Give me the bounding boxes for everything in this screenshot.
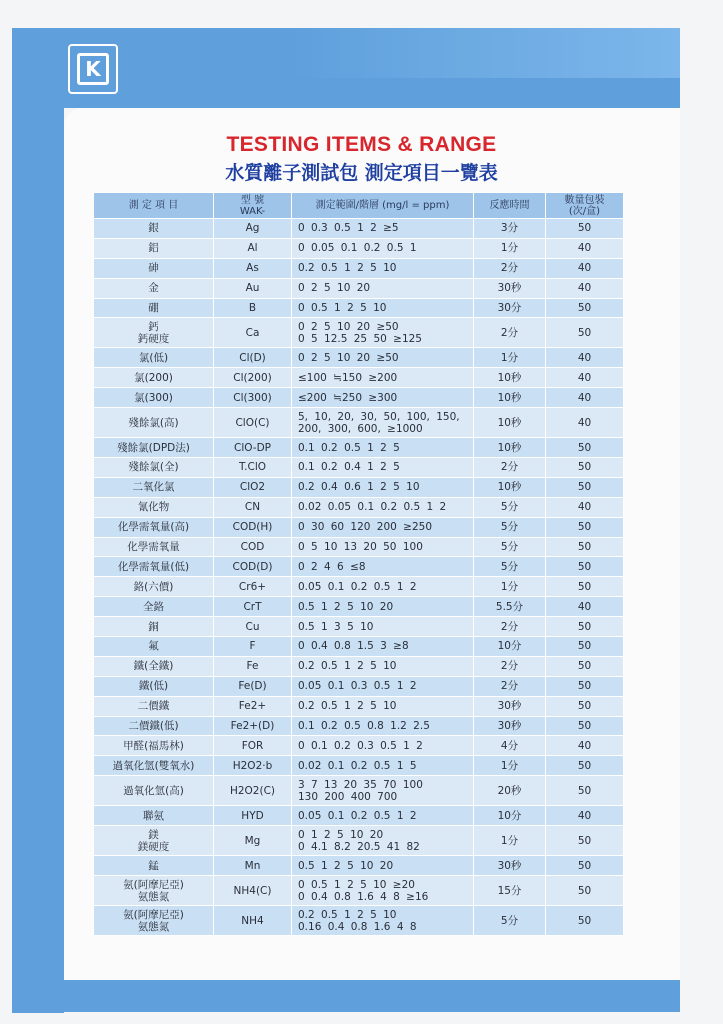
column-header-item: 測 定 項 目 [94,193,214,219]
table-row [94,806,624,826]
cell-item: 砷 [94,258,214,278]
cell-code: Al [214,238,292,258]
cell-item: 銀 [94,219,214,239]
column-header-code-line2: WAK- [239,205,266,217]
cell-time: 2分 [474,318,546,348]
cell-item: 殘餘氯(高) [94,408,214,438]
cell-qty: 50 [546,318,624,348]
cell-range: 0.05 0.1 0.2 0.5 1 2 [292,806,474,826]
table-row [94,458,624,478]
cell-time: 5分 [474,497,546,517]
cell-range: 0 5 10 13 20 50 100 [292,537,474,557]
cell-item: 氯(200) [94,368,214,388]
cell-range: ≤100 ≒150 ≥200 [292,368,474,388]
cell-range: 0.2 0.5 1 2 5 10 [292,696,474,716]
cell-time: 2分 [474,676,546,696]
cell-item: 氯(300) [94,388,214,408]
cell-time: 10秒 [474,408,546,438]
cell-range: 0 2 5 10 20 [292,278,474,298]
cell-code: Fe(D) [214,676,292,696]
cell-code: Ca [214,318,292,348]
cell-range: ≤200 ≒250 ≥300 [292,388,474,408]
cell-item: 氨(阿摩尼亞) 氨態氮 [94,906,214,936]
table-row [94,656,624,676]
cell-range: 0 0.4 0.8 1.5 3 ≥8 [292,637,474,657]
cell-qty: 40 [546,348,624,368]
cell-qty: 50 [546,577,624,597]
cell-code: Cl(300) [214,388,292,408]
table-row [94,736,624,756]
cell-qty: 50 [546,617,624,637]
cell-code: Cl(200) [214,368,292,388]
cell-time: 10秒 [474,388,546,408]
cell-range: 0.5 1 2 5 10 20 [292,856,474,876]
cell-code: H2O2·b [214,756,292,776]
cell-time: 1分 [474,238,546,258]
table-row [94,438,624,458]
cell-code: CN [214,497,292,517]
cell-time: 1分 [474,348,546,368]
cell-code: Fe2+ [214,696,292,716]
cell-item: 鐵(全鐵) [94,656,214,676]
table-row [94,776,624,806]
cell-time: 30秒 [474,696,546,716]
table-row [94,318,624,348]
cell-item: 氯(低) [94,348,214,368]
cell-time: 15分 [474,876,546,906]
cell-code: Ag [214,219,292,239]
table-row [94,477,624,497]
cell-time: 2分 [474,656,546,676]
cell-range: 0.1 0.2 0.5 0.8 1.2 2.5 [292,716,474,736]
cell-range: 0.1 0.2 0.5 1 2 5 [292,438,474,458]
cell-range: 0 0.5 1 2 5 10 [292,298,474,318]
table-row [94,696,624,716]
cell-qty: 50 [546,676,624,696]
cell-item: 二價鐵 [94,696,214,716]
cell-qty: 50 [546,298,624,318]
table-row [94,408,624,438]
table-row [94,517,624,537]
cell-item: 二氧化氯 [94,477,214,497]
cell-item: 硼 [94,298,214,318]
cell-item: 鋁 [94,238,214,258]
cell-range: 0 2 5 10 20 ≥50 [292,348,474,368]
logo-letter: K [85,57,101,81]
cell-qty: 40 [546,497,624,517]
cell-time: 10秒 [474,368,546,388]
cell-code: COD(D) [214,557,292,577]
table-row [94,756,624,776]
cell-range: 0 0.5 1 2 5 10 ≥20 0 0.4 0.8 1.6 4 8 ≥16 [292,876,474,906]
cell-range: 3 7 13 20 35 70 100 130 200 400 700 [292,776,474,806]
cell-qty: 50 [546,557,624,577]
cell-range: 0 2 5 10 20 ≥50 0 5 12.5 25 50 ≥125 [292,318,474,348]
cell-time: 5分 [474,557,546,577]
cell-range: 5, 10, 20, 30, 50, 100, 150, 200, 300, 600, ≥1000 [292,408,474,438]
cell-qty: 50 [546,776,624,806]
table-row [94,597,624,617]
cell-item: 氟 [94,637,214,657]
cell-range: 0.02 0.05 0.1 0.2 0.5 1 2 [292,497,474,517]
table-row [94,258,624,278]
cell-item: 二價鐵(低) [94,716,214,736]
table-row [94,637,624,657]
column-header-code [214,193,292,219]
cell-item: 化學需氧量(低) [94,557,214,577]
cell-qty: 40 [546,597,624,617]
cell-qty: 50 [546,696,624,716]
cell-time: 5.5分 [474,597,546,617]
cell-code: Au [214,278,292,298]
cell-code: Mg [214,826,292,856]
cell-qty: 40 [546,806,624,826]
cell-qty: 40 [546,368,624,388]
column-header-code-line1: 型 號 [240,194,265,206]
column-header-qty [546,193,624,219]
cell-qty: 50 [546,876,624,906]
cell-qty: 50 [546,637,624,657]
cell-item: 氰化物 [94,497,214,517]
testing-items-table [93,192,624,936]
table-row [94,238,624,258]
cell-time: 10秒 [474,477,546,497]
table-row [94,876,624,906]
cell-qty: 50 [546,219,624,239]
cell-code: FOR [214,736,292,756]
cell-code: Cl(D) [214,348,292,368]
cell-time: 30秒 [474,716,546,736]
cell-item: 鐵(低) [94,676,214,696]
cell-range: 0 0.3 0.5 1 2 ≥5 [292,219,474,239]
cell-item: 過氧化氫(高) [94,776,214,806]
cell-range: 0 0.1 0.2 0.3 0.5 1 2 [292,736,474,756]
table-row [94,577,624,597]
cell-code: F [214,637,292,657]
cell-item: 殘餘氯(DPD法) [94,438,214,458]
cell-qty: 40 [546,388,624,408]
cell-range: 0.05 0.1 0.2 0.5 1 2 [292,577,474,597]
cell-qty: 50 [546,438,624,458]
table-row [94,676,624,696]
table-row [94,617,624,637]
cell-qty: 40 [546,736,624,756]
cell-qty: 50 [546,458,624,478]
cell-code: NH4(C) [214,876,292,906]
cell-time: 10秒 [474,438,546,458]
table-row [94,856,624,876]
cell-time: 10分 [474,806,546,826]
cell-time: 1分 [474,577,546,597]
column-header-time: 反應時間 [474,193,546,219]
cell-code: Fe [214,656,292,676]
company-logo-icon [68,44,118,94]
cell-item: 鎂 鎂硬度 [94,826,214,856]
logo-frame [77,53,109,85]
cell-qty: 50 [546,906,624,936]
page-title-english: TESTING ITEMS & RANGE [226,133,497,156]
table-row [94,497,624,517]
cell-item: 殘餘氯(全) [94,458,214,478]
cell-code: T.ClO [214,458,292,478]
cell-time: 30秒 [474,856,546,876]
column-header-qty-line1: 數量包裝 [564,194,605,206]
cell-code: NH4 [214,906,292,936]
cell-time: 1分 [474,826,546,856]
cell-item: 化學需氧量 [94,537,214,557]
cell-code: HYD [214,806,292,826]
cell-qty: 50 [546,716,624,736]
cell-item: 銅 [94,617,214,637]
cell-item: 錳 [94,856,214,876]
cell-range: 0.05 0.1 0.3 0.5 1 2 [292,676,474,696]
cell-range: 0 2 4 6 ≤8 [292,557,474,577]
cell-item: 聯氨 [94,806,214,826]
cell-range: 0.2 0.5 1 2 5 10 [292,656,474,676]
column-header-range: 測定範圍/階層 (mg/l = ppm) [292,193,474,219]
table-row [94,716,624,736]
cell-range: 0.5 1 2 5 10 20 [292,597,474,617]
table-row [94,906,624,936]
cell-time: 20秒 [474,776,546,806]
cell-item: 化學需氧量(高) [94,517,214,537]
cell-range: 0.02 0.1 0.2 0.5 1 5 [292,756,474,776]
cell-time: 10分 [474,637,546,657]
cell-time: 5分 [474,517,546,537]
cell-qty: 50 [546,826,624,856]
cell-code: ClO-DP [214,438,292,458]
cell-range: 0 0.05 0.1 0.2 0.5 1 [292,238,474,258]
cell-range: 0 30 60 120 200 ≥250 [292,517,474,537]
cell-code: ClO(C) [214,408,292,438]
cell-time: 4分 [474,736,546,756]
cell-time: 30分 [474,298,546,318]
cell-qty: 50 [546,756,624,776]
cell-code: Cu [214,617,292,637]
cell-range: 0.2 0.4 0.6 1 2 5 10 [292,477,474,497]
cell-code: ClO2 [214,477,292,497]
table-row [94,278,624,298]
cell-range: 0.2 0.5 1 2 5 10 [292,258,474,278]
cell-code: B [214,298,292,318]
cell-code: COD [214,537,292,557]
table-row [94,557,624,577]
cell-qty: 50 [546,477,624,497]
cell-qty: 50 [546,856,624,876]
cell-time: 1分 [474,756,546,776]
cell-time: 2分 [474,617,546,637]
cell-item: 鉻(六價) [94,577,214,597]
table-row [94,219,624,239]
cell-qty: 40 [546,238,624,258]
table-header-row [94,193,624,219]
cell-qty: 40 [546,278,624,298]
cell-qty: 50 [546,537,624,557]
cell-range: 0.1 0.2 0.4 1 2 5 [292,458,474,478]
table-row [94,388,624,408]
cell-item: 過氧化氫(雙氧水) [94,756,214,776]
cell-code: CrT [214,597,292,617]
cell-code: As [214,258,292,278]
cell-item: 鈣 鈣硬度 [94,318,214,348]
cell-time: 30秒 [474,278,546,298]
table-row [94,348,624,368]
cell-code: H2O2(C) [214,776,292,806]
table-body [94,219,624,936]
cell-qty: 50 [546,517,624,537]
cell-time: 3分 [474,219,546,239]
cell-time: 2分 [474,258,546,278]
table-row [94,368,624,388]
cell-time: 5分 [474,906,546,936]
cell-code: COD(H) [214,517,292,537]
cell-item: 甲醛(福馬林) [94,736,214,756]
cell-item: 氨(阿摩尼亞) 氨態氮 [94,876,214,906]
cell-code: Fe2+(D) [214,716,292,736]
page-title-chinese: 水質離子測試包 測定項目一覽表 [225,162,498,184]
cell-code: Cr6+ [214,577,292,597]
cell-qty: 40 [546,258,624,278]
cell-range: 0 1 2 5 10 20 0 4.1 8.2 20.5 41 82 [292,826,474,856]
cell-item: 金 [94,278,214,298]
column-header-qty-line2: (次/盒) [568,205,601,217]
cell-range: 0.5 1 3 5 10 [292,617,474,637]
cell-time: 5分 [474,537,546,557]
cell-code: Mn [214,856,292,876]
cell-range: 0.2 0.5 1 2 5 10 0.16 0.4 0.8 1.6 4 8 [292,906,474,936]
cell-qty: 50 [546,656,624,676]
cell-item: 全鉻 [94,597,214,617]
footer-band [12,980,680,1012]
table-row [94,298,624,318]
cell-qty: 40 [546,408,624,438]
table-row [94,537,624,557]
table-row [94,826,624,856]
cell-time: 2分 [474,458,546,478]
